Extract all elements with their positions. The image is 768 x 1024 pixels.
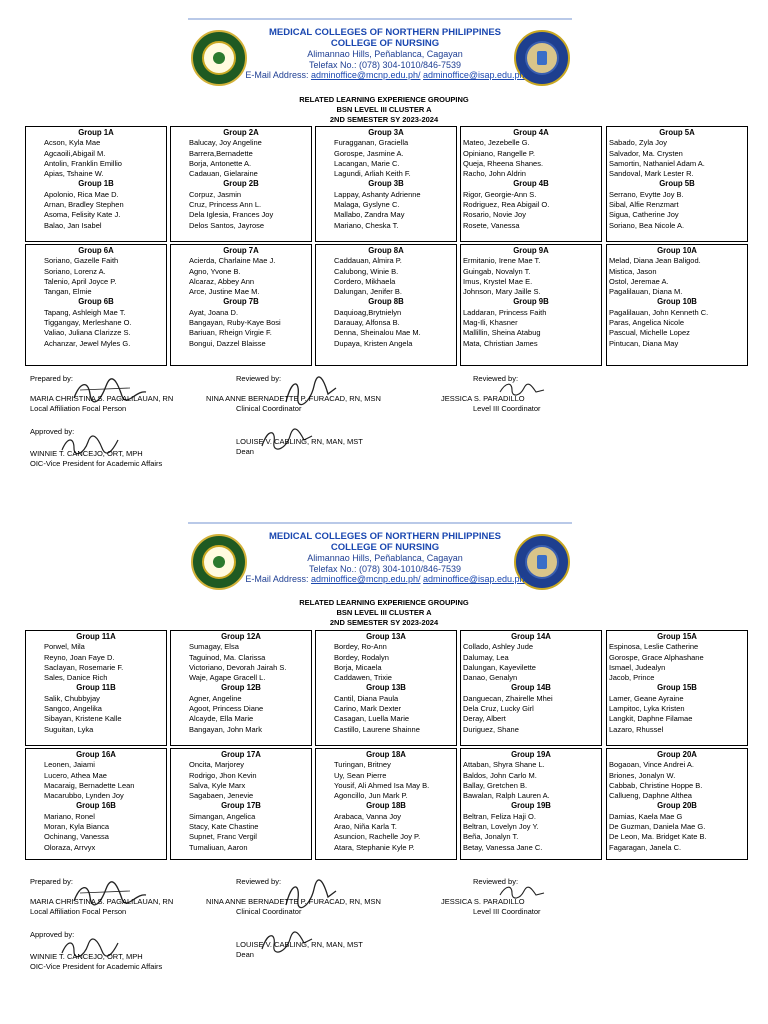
group-name: Group 1B <box>78 179 114 189</box>
group-member: Sibayan, Kristene Kalle <box>44 714 122 724</box>
email-link-mcnp[interactable]: adminoffice@mcnp.edu.ph/ <box>310 70 421 80</box>
group-member: Tangan, Elmie <box>44 287 92 297</box>
group-member: Achanzar, Jewel Myles G. <box>44 338 131 348</box>
group-name: Group 8B <box>368 297 404 307</box>
group-member: Pagalilauan, John Kenneth C. <box>609 307 709 317</box>
group-box <box>315 748 457 860</box>
group-member: Serrano, Evytte Joy B. <box>609 189 684 199</box>
group-name: Group 16B <box>76 801 116 811</box>
group-member: Yousif, Ali Ahmed Isa May B. <box>334 780 430 790</box>
group-name: Group 12A <box>221 632 261 641</box>
group-name: Group 19A <box>511 750 551 759</box>
email-link-isap[interactable]: adminoffice@isap.edu.ph <box>423 574 525 584</box>
group-name: Group 14A <box>511 632 551 641</box>
group-name: Group 15B <box>657 683 697 693</box>
group-member: Supnet, Franc Vergil <box>189 832 257 842</box>
group-box <box>25 126 167 242</box>
group-member: Ermitanio, Irene Mae T. <box>463 256 541 266</box>
group-name: Group 3A <box>368 128 404 137</box>
group-member: Sabado, Zyla Joy <box>609 138 667 148</box>
group-name: Group 9B <box>513 297 549 307</box>
group-member: Denna, Sheinalou Mae M. <box>334 328 421 338</box>
reviewed-by-label-2: Reviewed by: <box>473 877 519 886</box>
group-member: Rosete, Vanessa <box>463 220 520 230</box>
group-member: Balao, Jan Isabel <box>44 220 102 230</box>
group-member: Soriano, Gazelle Faith <box>44 256 119 266</box>
group-member: Deray, Albert <box>463 714 506 724</box>
group-name: Group 2A <box>223 128 259 137</box>
group-member: Taguinod, Ma. Clarissa <box>189 652 266 662</box>
college-name: COLLEGE OF NURSING <box>330 541 440 553</box>
group-member: Alcaraz, Abbey Ann <box>189 276 255 286</box>
document-title: RELATED LEARNING EXPERIENCE GROUPING BSN LEVEL III CLUSTER A 2ND SEMESTER SY 2023-2024 <box>299 95 469 124</box>
letterhead <box>240 28 530 81</box>
prepared-name: MARIA CHRISTINA S. PAGALILAUAN, RN <box>30 394 174 403</box>
group-member: Fagaragan, Janela C. <box>609 842 682 852</box>
prepared-by-label: Prepared by: <box>30 877 73 886</box>
group-name: Group 7B <box>223 297 259 307</box>
group-member: Antolin, Franklin Emillio <box>44 158 122 168</box>
group-member: Arce, Justine Mae M. <box>189 287 260 297</box>
group-member: Ochinang, Vanessa <box>44 832 109 842</box>
group-member: Stacy, Kate Chastine <box>189 822 259 832</box>
telefax: Telefax No.: (078) 304-1010/846-7539 <box>308 563 462 574</box>
group-name: Group 4A <box>513 128 549 137</box>
group-member: Lacangan, Marie C. <box>334 158 400 168</box>
reviewer-name: NINA ANNE BERNADETTE P. FURACAD, RN, MSN <box>206 394 381 403</box>
group-member: Tapang, Ashleigh Mae T. <box>44 307 126 317</box>
reviewed-by-label: Reviewed by: <box>236 877 282 886</box>
group-box <box>460 126 602 242</box>
letterhead <box>240 532 530 585</box>
group-member: Mag-Ili, Khasner <box>463 318 518 328</box>
group-member: Acierda, Charlaine Mae J. <box>189 256 276 266</box>
group-member: Espinosa, Leslie Catherine <box>609 642 699 652</box>
group-member: Rigor, Georgie-Ann S. <box>463 189 537 199</box>
prepared-title: Local Affiliation Focal Person <box>30 907 127 916</box>
group-name: Group 20A <box>657 750 697 759</box>
group-box <box>460 748 602 860</box>
group-member: Gorospe, Grace Alphashane <box>609 652 704 662</box>
group-member: Castillo, Laurene Shainne <box>334 724 420 734</box>
group-box <box>25 244 167 366</box>
group-name: Group 10B <box>657 297 697 307</box>
group-member: Melad, Diana Jean Baligod. <box>609 256 701 266</box>
coordinator-name: JESSICA S. PARADILLO <box>441 897 525 906</box>
group-member: Collado, Ashley Jude <box>463 642 534 652</box>
college-name: COLLEGE OF NURSING <box>330 37 440 49</box>
group-member: Rosario, Novie Joy <box>463 210 526 220</box>
group-member: Saclayan, Rosemarie F. <box>44 662 124 672</box>
group-member: De Guzman, Daniela Mae G. <box>609 822 706 832</box>
reviewer-name: NINA ANNE BERNADETTE P. FURACAD, RN, MSN <box>206 897 381 906</box>
group-member: Cantil, Diana Paula <box>334 693 399 703</box>
group-member: Mariano, Cheska T. <box>334 220 399 230</box>
document-title: RELATED LEARNING EXPERIENCE GROUPING BSN LEVEL III CLUSTER A 2ND SEMESTER SY 2023-2024 <box>299 598 469 627</box>
group-member: Balucay, Joy Angeline <box>189 138 262 148</box>
group-member: Borja, Antonette A. <box>189 158 252 168</box>
group-member: Langkit, Daphne Filamae <box>609 714 693 724</box>
reviewer-title: Clinical Coordinator <box>236 404 302 413</box>
group-member: Acson, Kyla Mae <box>44 138 101 148</box>
prepared-by-label: Prepared by: <box>30 374 73 383</box>
email-line: E-Mail Address: adminoffice@mcnp.edu.ph/ adminoffice@isap.edu.ph <box>245 574 525 584</box>
group-name: Group 2B <box>223 179 259 189</box>
group-name: Group 8A <box>368 246 404 255</box>
approver-title: OIC-Vice President for Academic Affairs <box>30 459 163 468</box>
dean-title: Dean <box>236 447 254 456</box>
group-member: Macarubbo, Lynden Joy <box>44 791 124 801</box>
group-member: Delos Santos, Jayrose <box>189 220 265 230</box>
group-member: Lagundi, Arliah Keith F. <box>334 169 411 179</box>
group-member: Oloraza, Arrvyx <box>44 842 96 852</box>
group-name: Group 5B <box>659 179 695 189</box>
reviewed-by-label-2: Reviewed by: <box>473 374 519 383</box>
group-name: Group 1A <box>78 128 114 137</box>
prepared-title: Local Affiliation Focal Person <box>30 404 127 413</box>
group-member: Moran, Kyla Bianca <box>44 822 110 832</box>
group-member: Agoot, Princess Diane <box>189 704 264 714</box>
group-member: Baldos, John Carlo M. <box>463 770 537 780</box>
group-member: Beltran, Feliza Haji O. <box>463 811 536 821</box>
group-member: Barrera,Bernadette <box>189 148 253 158</box>
mcnp-seal-logo <box>191 534 247 590</box>
group-member: Paras, Angelica Nicole <box>609 318 685 328</box>
group-member: Soriano, Lorenz A. <box>44 266 106 276</box>
group-member: Laddaran, Princess Faith <box>463 307 547 317</box>
group-member: Agno, Yvone B. <box>189 266 241 276</box>
grouping-sheet-2 <box>0 514 768 1022</box>
group-member: Dalungan, Jenifer B. <box>334 287 402 297</box>
group-box <box>606 126 748 242</box>
group-member: Briones, Jonalyn W. <box>609 770 676 780</box>
group-member: Sibal, Alfie Renzmart <box>609 200 679 210</box>
group-member: Sigua, Catherine Joy <box>609 210 679 220</box>
group-member: Bangayan, Ruby-Kaye Bosi <box>189 318 281 328</box>
coordinator-title: Level III Coordinator <box>473 907 541 916</box>
group-member: Dupaya, Kristen Angela <box>334 338 413 348</box>
email-link-isap[interactable]: adminoffice@isap.edu.ph <box>423 70 525 80</box>
group-member: Gorospe, Jasmine A. <box>334 148 404 158</box>
address: Alimannao Hills, Peñablanca, Cagayan <box>307 553 463 563</box>
group-name: Group 7A <box>223 246 259 255</box>
group-name: Group 11B <box>76 683 116 693</box>
group-member: Caddauan, Almira P. <box>334 256 402 266</box>
group-member: Mateo, Jezebelle G. <box>463 138 530 148</box>
group-member: De Leon, Ma. Bridget Kate B. <box>609 832 707 842</box>
group-member: Cruz, Princess Ann L. <box>189 200 262 210</box>
group-member: Talenio, April Joyce P. <box>44 276 117 286</box>
group-member: Johnson, Mary Jaille S. <box>463 287 541 297</box>
group-member: Sangco, Angelika <box>44 704 102 714</box>
group-member: Arabaca, Vanna Joy <box>334 811 401 821</box>
group-member: Victoriano, Devorah Jairah S. <box>189 662 287 672</box>
grouping-sheet-1 <box>0 0 768 508</box>
group-name: Group 17A <box>221 750 261 759</box>
group-name: Group 13B <box>366 683 406 693</box>
group-name: Group 19B <box>511 801 551 811</box>
group-member: Macaraig, Bernadette Lean <box>44 780 135 790</box>
group-member: Pagalilauan, Diana M. <box>609 287 683 297</box>
group-member: Caddawen, Trixie <box>334 673 392 683</box>
group-name: Group 6A <box>78 246 114 255</box>
group-member: Danguecan, Zhairelle Mhei <box>463 693 553 703</box>
telefax: Telefax No.: (078) 304-1010/846-7539 <box>308 59 462 70</box>
group-member: Salvador, Ma. Crysten <box>609 148 683 158</box>
group-member: Pascual, Michelle Lopez <box>609 328 690 338</box>
group-member: Dalungan, Kayevilette <box>463 662 536 672</box>
group-member: Danao, Genalyn <box>463 673 518 683</box>
group-member: Ayat, Joana D. <box>189 307 239 317</box>
group-member: Bariuan, Rheign Virgie F. <box>189 328 272 338</box>
mcnp-seal-logo <box>191 30 247 86</box>
group-name: Group 12B <box>221 683 261 693</box>
group-member: Carino, Mark Dexter <box>334 704 402 714</box>
group-member: Bordey, Rodalyn <box>334 652 389 662</box>
group-member: Tumaliuan, Aaron <box>189 842 248 852</box>
group-member: Beltran, Lovelyn Joy Y. <box>463 822 539 832</box>
group-name: Group 10A <box>657 246 697 255</box>
group-name: Group 14B <box>511 683 551 693</box>
group-member: Corpuz, Jasmin <box>189 189 242 199</box>
group-member: Suguitan, Lyka <box>44 724 94 734</box>
group-member: Lappay, Ashanty Adrienne <box>334 189 421 199</box>
group-member: Jacob, Prince <box>609 673 655 683</box>
group-member: Imus, Krystel Mae E. <box>463 276 533 286</box>
group-member: Salik, Chubbyjay <box>44 693 100 703</box>
dean-name: LOUISE V. CABLING, RN, MAN, MST <box>236 437 363 446</box>
group-member: Agoncillo, Jun Mark P. <box>334 791 408 801</box>
group-box <box>315 630 457 746</box>
group-member: Bordey, Ro-Ann <box>334 642 387 652</box>
group-member: Mallabo, Zandra May <box>334 210 405 220</box>
group-member: Simangan, Angelica <box>189 811 256 821</box>
group-name: Group 6B <box>78 297 114 307</box>
group-member: Mistica, Jason <box>609 266 657 276</box>
group-member: Mallillin, Sheina Atabug <box>463 328 541 338</box>
group-box <box>315 244 457 366</box>
group-member: Lamer, Geane Ayraine <box>609 693 684 703</box>
group-member: Arnan, Bradley Stephen <box>44 200 124 210</box>
group-member: Valiao, Juliana Clarizze S. <box>44 328 131 338</box>
group-box <box>606 748 748 860</box>
group-member: Lucero, Athea Mae <box>44 770 107 780</box>
group-member: Dalumay, Lea <box>463 652 509 662</box>
group-member: Porwel, Mila <box>44 642 85 652</box>
group-member: Cadauan, Gielaraine <box>189 169 258 179</box>
group-member: Queja, Rheena Shanes. <box>463 158 544 168</box>
group-box <box>170 244 312 366</box>
approved-by-label: Approved by: <box>30 930 75 939</box>
prepared-name: MARIA CHRISTINA S. PAGALILAUAN, RN <box>30 897 174 906</box>
group-name: Group 18A <box>366 750 406 759</box>
institution-name: MEDICAL COLLEGES OF NORTHERN PHILIPPINES <box>268 27 502 38</box>
approved-by-label: Approved by: <box>30 427 75 436</box>
group-name: Group 5A <box>659 128 695 137</box>
group-member: Bawalan, Ralph Lauren A. <box>463 791 550 801</box>
group-member: Mata, Christian James <box>463 338 538 348</box>
group-member: Salva, Kyle Marx <box>189 780 246 790</box>
group-member: Rodriguez, Rea Abigail O. <box>463 200 550 210</box>
group-member: Bangayan, John Mark <box>189 724 262 734</box>
group-name: Group 16A <box>76 750 116 759</box>
email-line: E-Mail Address: adminoffice@mcnp.edu.ph/ adminoffice@isap.edu.ph <box>245 70 525 80</box>
group-member: Cordero, Mikhaela <box>334 276 396 286</box>
group-member: Dela Cruz, Lucky Girl <box>463 704 534 714</box>
group-member: Sandoval, Mark Lester R. <box>609 169 694 179</box>
group-member: Waje, Agape Gracell L. <box>189 673 266 683</box>
group-member: Ostol, Jeremae A. <box>609 276 669 286</box>
group-member: Attaban, Shyra Shane L. <box>463 760 545 770</box>
dean-name: LOUISE V. CABLING, RN, MAN, MST <box>236 940 363 949</box>
dean-title: Dean <box>236 950 254 959</box>
email-link-mcnp[interactable]: adminoffice@mcnp.edu.ph/ <box>310 574 421 584</box>
group-member: Rodrigo, Jhon Kevin <box>189 770 257 780</box>
group-member: Agcaoili,Abigail M. <box>44 148 106 158</box>
group-name: Group 17B <box>221 801 261 811</box>
group-box <box>25 630 167 746</box>
group-member: Mariano, Ronel <box>44 811 95 821</box>
group-name: Group 20B <box>657 801 697 811</box>
group-member: Calubong, Winie B. <box>334 266 399 276</box>
group-box <box>170 630 312 746</box>
group-box <box>315 126 457 242</box>
group-member: Arao, Niña Karla T. <box>334 822 397 832</box>
group-member: Asoma, Felisity Kate J. <box>44 210 121 220</box>
group-box <box>25 748 167 860</box>
group-box <box>170 748 312 860</box>
group-member: Casagan, Luella Marie <box>334 714 410 724</box>
group-member: Daquioag,Brytnielyn <box>334 307 402 317</box>
group-member: Furagganan, Graciella <box>334 138 409 148</box>
group-name: Group 4B <box>513 179 549 189</box>
approver-title: OIC-Vice President for Academic Affairs <box>30 962 163 971</box>
group-member: Asuncion, Rachelle Joy P. <box>334 832 421 842</box>
group-name: Group 9A <box>513 246 549 255</box>
group-box <box>606 630 748 746</box>
group-member: Leonen, Jaiami <box>44 760 95 770</box>
group-member: Soriano, Bea Nicole A. <box>609 220 685 230</box>
group-box <box>460 244 602 366</box>
institution-name: MEDICAL COLLEGES OF NORTHERN PHILIPPINES <box>268 531 502 542</box>
group-member: Racho, John Aldrin <box>463 169 526 179</box>
group-box <box>606 244 748 366</box>
group-member: Ismael, Judealyn <box>609 662 666 672</box>
group-member: Opiniano, Rangelle P. <box>463 148 535 158</box>
group-member: Pintucan, Diana May <box>609 338 679 348</box>
group-name: Group 13A <box>366 632 406 641</box>
group-member: Lampitoc, Lyka Kristen <box>609 704 685 714</box>
group-member: Oncita, Marjorey <box>189 760 245 770</box>
group-member: Damias, Kaela Mae G <box>609 811 683 821</box>
group-member: Tiggangay, Merleshane O. <box>44 318 132 328</box>
group-name: Group 18B <box>366 801 406 811</box>
coordinator-title: Level III Coordinator <box>473 404 541 413</box>
address: Alimannao Hills, Peñablanca, Cagayan <box>307 49 463 59</box>
group-member: Callueng, Daphne Althea <box>609 791 692 801</box>
group-member: Beña, Jonalyn T. <box>463 832 519 842</box>
group-member: Darauay, Alfonsa B. <box>334 318 400 328</box>
group-member: Guingab, Novalyn T. <box>463 266 531 276</box>
group-member: Dela Iglesia, Frances Joy <box>189 210 274 220</box>
group-member: Sagabaen, Jenevie <box>189 791 254 801</box>
group-member: Betay, Vanessa Jane C. <box>463 842 543 852</box>
group-member: Alcayde, Ella Marie <box>189 714 254 724</box>
group-member: Bongui, Dazzel Blaisse <box>189 338 266 348</box>
group-box <box>170 126 312 242</box>
group-member: Malaga, Gyslyne C. <box>334 200 400 210</box>
group-name: Group 3B <box>368 179 404 189</box>
group-member: Borja, Micaela <box>334 662 382 672</box>
group-member: Agner, Angeline <box>189 693 242 703</box>
group-member: Bogaoan, Vince Andrei A. <box>609 760 694 770</box>
group-member: Uy, Sean Pierre <box>334 770 387 780</box>
group-member: Reyno, Joan Faye D. <box>44 652 115 662</box>
group-name: Group 15A <box>657 632 697 641</box>
header-rule <box>188 18 572 20</box>
reviewed-by-label: Reviewed by: <box>236 374 282 383</box>
group-member: Apolonio, Rica Mae D. <box>44 189 119 199</box>
group-member: Ballay, Gretchen B. <box>463 780 528 790</box>
group-box <box>460 630 602 746</box>
group-member: Sumagay, Elsa <box>189 642 239 652</box>
group-member: Lazaro, Rhussel <box>609 724 664 734</box>
approver-name: WINNIE T. CANCEJO, ORT, MPH <box>30 952 143 961</box>
group-member: Samortin, Nathaniel Adam A. <box>609 158 705 168</box>
approver-name: WINNIE T. CANCEJO, ORT, MPH <box>30 449 143 458</box>
coordinator-name: JESSICA S. PARADILLO <box>441 394 525 403</box>
header-rule <box>188 522 572 524</box>
group-member: Turingan, Britney <box>334 760 391 770</box>
group-member: Duriguez, Shane <box>463 724 519 734</box>
group-member: Apias, Tshaine W. <box>44 169 104 179</box>
group-member: Sales, Danice Rich <box>44 673 108 683</box>
group-name: Group 11A <box>76 632 116 641</box>
reviewer-title: Clinical Coordinator <box>236 907 302 916</box>
group-member: Cabbab, Christine Hoppe B. <box>609 780 703 790</box>
group-member: Atara, Stephanie Kyle P. <box>334 842 415 852</box>
